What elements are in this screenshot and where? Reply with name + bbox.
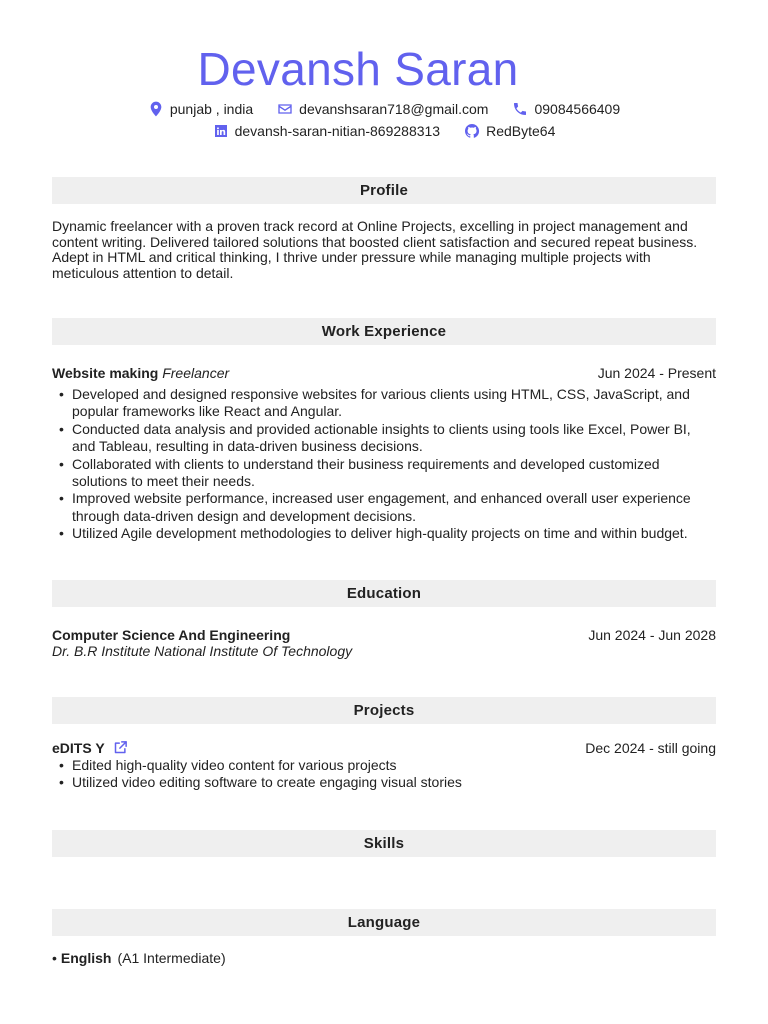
project-dates: Dec 2024 - still going [585, 740, 716, 756]
location-item [148, 101, 253, 117]
external-link-icon[interactable] [113, 740, 128, 755]
education-institution-row [52, 643, 716, 660]
profile-summary: Dynamic freelancer with a proven track record at Online Projects, excelling in project management and content writing. Delivered tailored solutions that boosted client satisfaction and secured repeat business. Adept in HTML and critical thinking, I thrive under pressure while managing multiple projects with meticulous attention to detail. [52, 218, 698, 281]
email-item[interactable] [277, 101, 488, 117]
work-dates: Jun 2024 - Present [597, 365, 716, 381]
linkedin-link[interactable]: devansh-saran-nitian-869288313 [234, 123, 441, 139]
github-icon [464, 123, 480, 139]
location-text: punjab , india [169, 101, 254, 117]
linkedin-item[interactable] [213, 123, 440, 139]
list-item: • Edited high-quality video content for various projects [52, 757, 716, 774]
phone-item[interactable] [512, 101, 620, 117]
education-entry-header [52, 627, 716, 644]
list-item: • Utilized video editing software to create engaging visual stories [52, 774, 716, 791]
section-header-skills: Skills [52, 830, 716, 857]
candidate-name: Devansh Saran [197, 43, 519, 95]
work-company: Freelancer [162, 365, 230, 381]
list-item: • Utilized Agile development methodologies to deliver high-quality projects on time and within budget. [52, 525, 716, 542]
education-institution: Dr. B.R Institute National Institute Of Technology [52, 643, 353, 659]
work-entry-header [52, 365, 716, 382]
language-name: English [60, 950, 112, 966]
github-link[interactable]: RedByte64 [486, 123, 556, 139]
envelope-icon [277, 101, 293, 117]
contact-row-secondary [0, 123, 768, 139]
list-item: • Developed and designed responsive websites for various clients using HTML, CSS, JavaScript, and popular frameworks like React and Angular. [52, 386, 716, 421]
contact-row-primary [0, 101, 768, 117]
language-level: (A1 Intermediate) [117, 950, 226, 966]
list-item: • Improved website performance, increased user engagement, and enhanced overall user experience through data-driven design and development decisions. [52, 490, 716, 525]
section-header-projects: Projects [52, 697, 716, 724]
section-header-language: Language [52, 909, 716, 936]
phone-icon [512, 101, 528, 117]
list-item: • Collaborated with clients to understand their business requirements and developed customized solutions to meet their needs. [52, 456, 716, 491]
language-entry [52, 950, 716, 967]
linkedin-icon [213, 123, 229, 139]
section-header-education: Education [52, 580, 716, 607]
project-entry-header [52, 740, 716, 757]
section-header-work-experience: Work Experience [52, 318, 716, 345]
education-degree: Computer Science And Engineering [52, 627, 291, 643]
github-item[interactable] [464, 123, 555, 139]
list-item: • Conducted data analysis and provided actionable insights to clients using tools like Excel, Power BI, and Tableau, resulting in data-driven business decisions. [52, 421, 716, 456]
work-role: Website making [52, 365, 159, 381]
project-bullets [52, 757, 716, 792]
work-bullets [52, 386, 716, 543]
project-title-line [52, 740, 128, 757]
language-bullet: • [52, 950, 57, 966]
education-dates: Jun 2024 - Jun 2028 [588, 627, 716, 643]
email-link[interactable]: devanshsaran718@gmail.com [299, 101, 489, 117]
location-pin-icon [148, 101, 164, 117]
phone-number[interactable]: 09084566409 [534, 101, 621, 117]
project-name: eDITS Y [52, 740, 105, 756]
section-header-profile: Profile [52, 177, 716, 204]
work-role-line [52, 365, 229, 382]
